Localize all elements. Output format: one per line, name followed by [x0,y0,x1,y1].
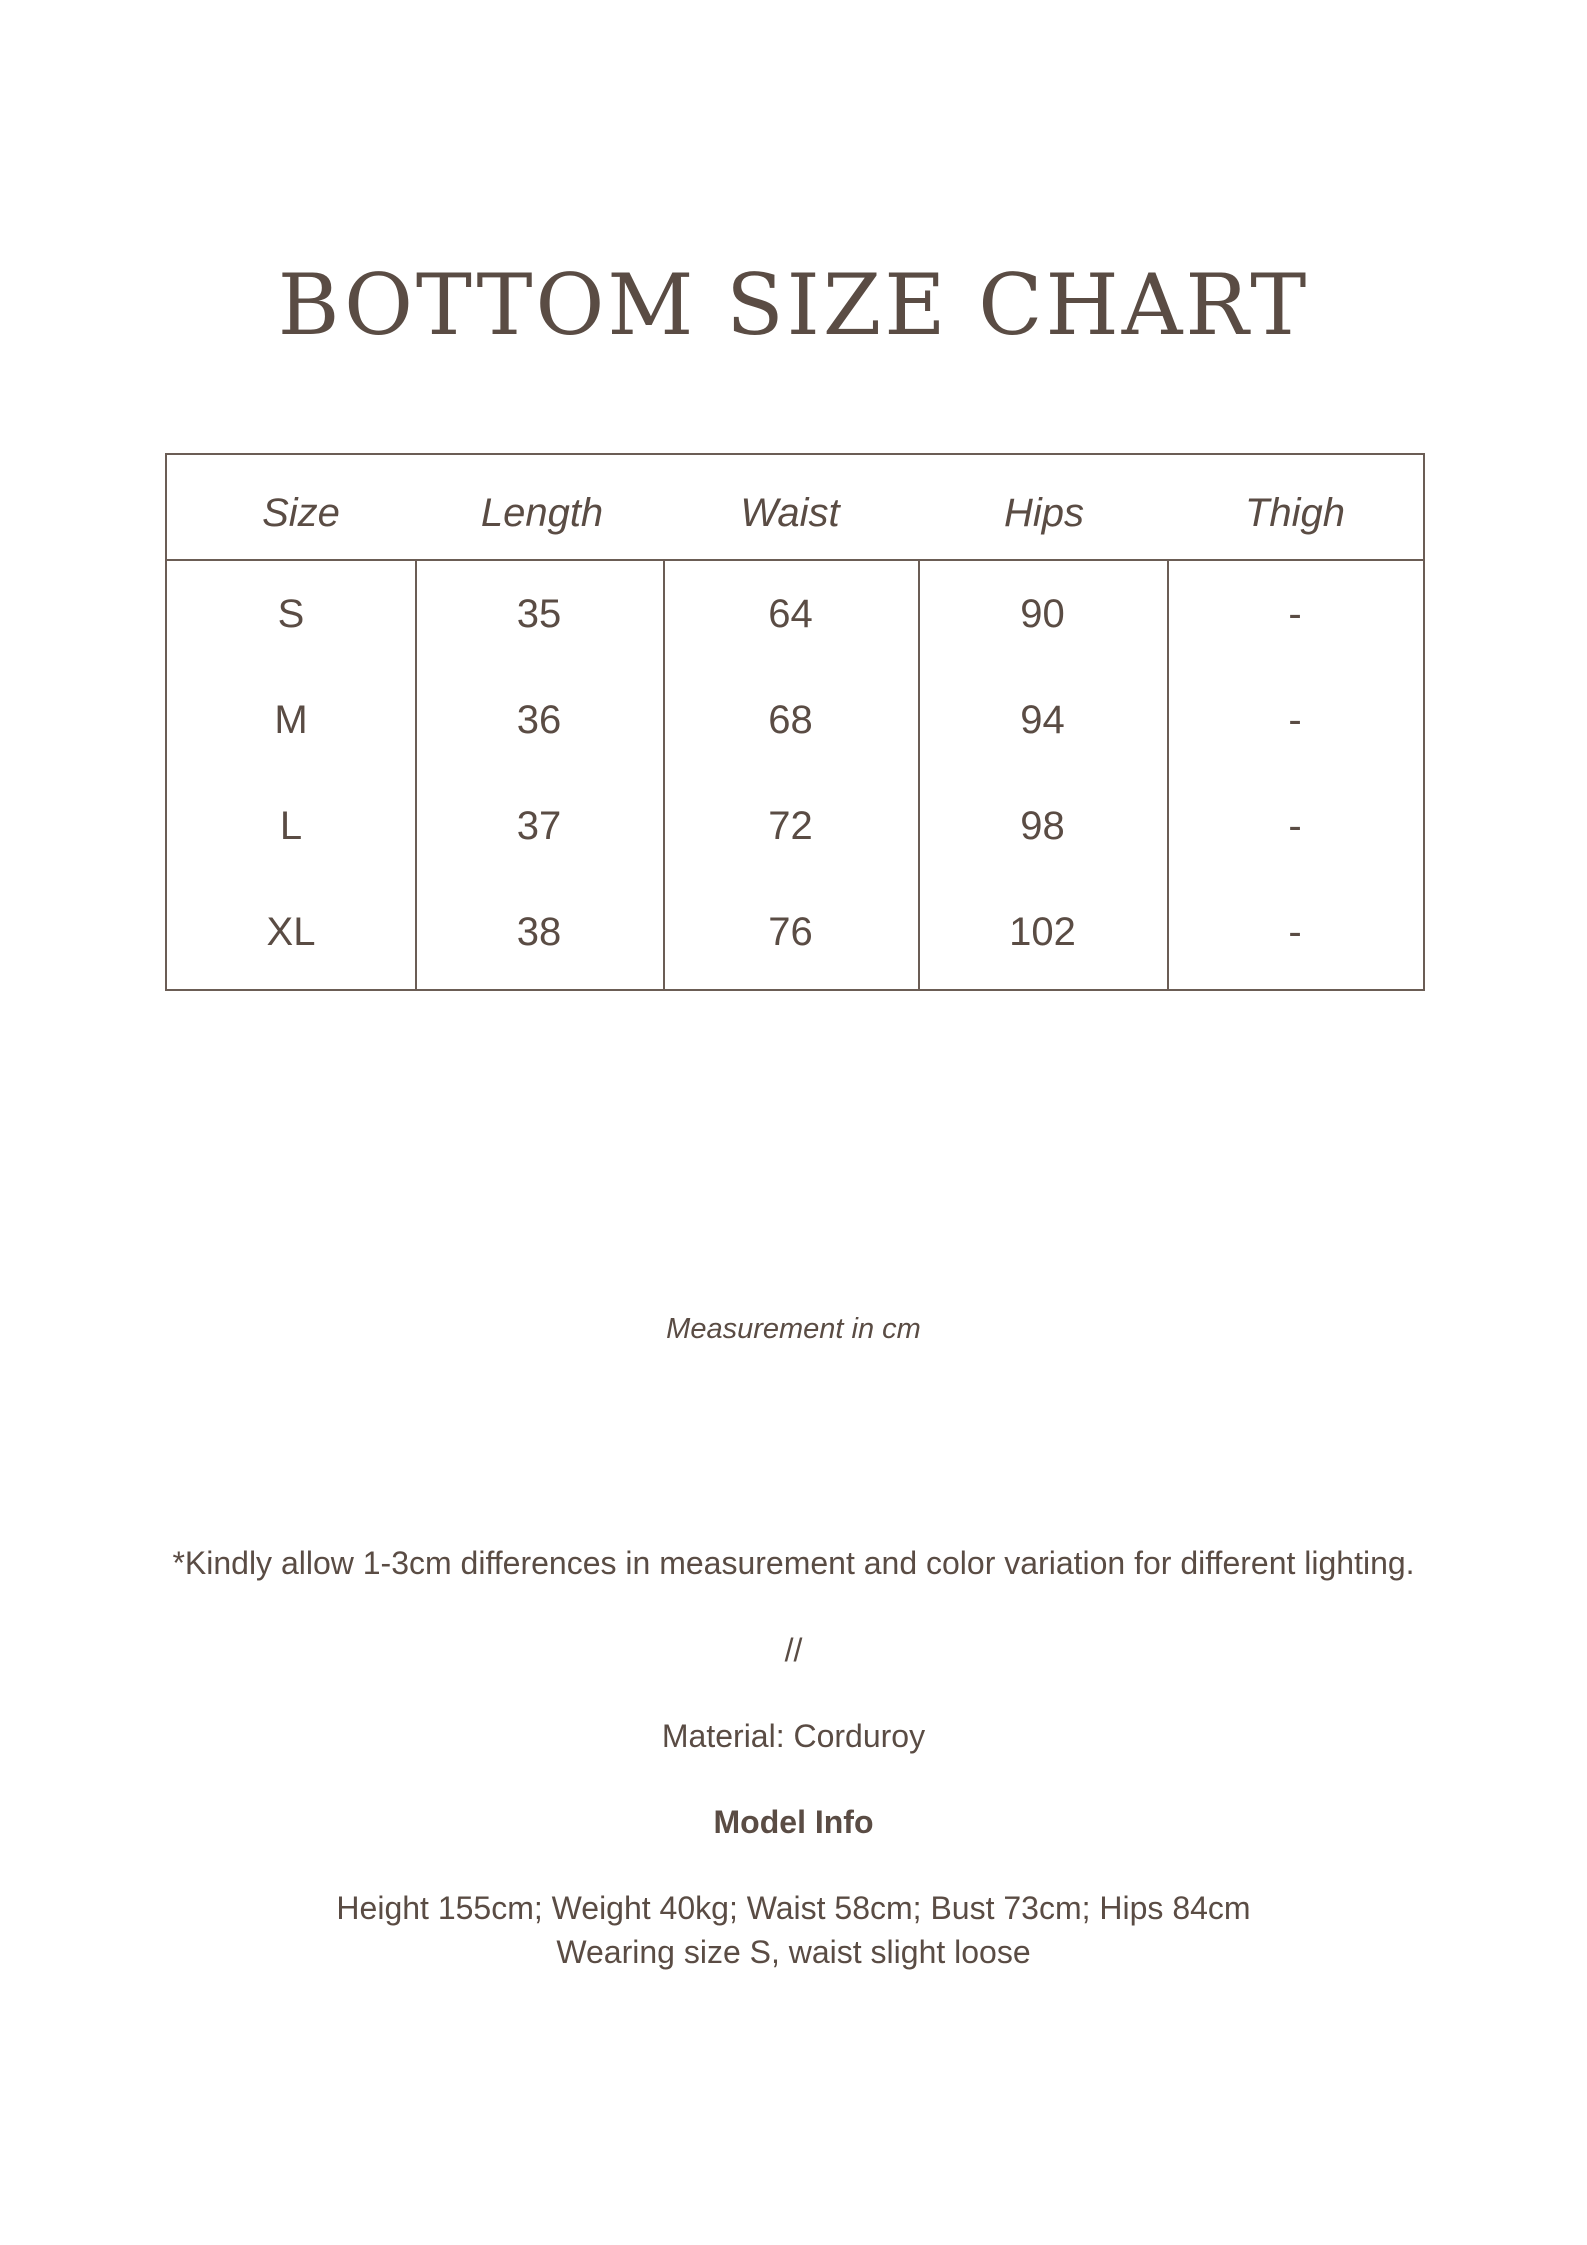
cell-thigh: - [1288,804,1302,848]
header-hips: Hips [1003,491,1085,535]
cell-size: L [279,804,303,848]
cell-length: 36 [516,698,562,742]
header-thigh: Thigh [1244,491,1346,535]
cell-length: 35 [516,592,562,636]
header-waist: Waist [740,491,840,535]
page-title: BOTTOM SIZE CHART [277,256,1310,354]
disclaimer-text: *Kindly allow 1-3cm differences in measurement and color variation for different lighting. [172,1545,1415,1581]
cell-hips: 94 [1020,698,1065,742]
cell-waist: 76 [768,910,813,954]
model-info-heading: Model Info [713,1804,874,1840]
model-stats-text: Height 155cm; Weight 40kg; Waist 58cm; Bust 73cm; Hips 84cm [336,1890,1251,1926]
cell-thigh: - [1288,592,1302,636]
cell-length: 38 [516,910,562,954]
cell-thigh: - [1288,910,1302,954]
separator-text: // [784,1632,803,1668]
header-length: Length [480,491,604,535]
cell-thigh: - [1288,698,1302,742]
cell-hips: 102 [1009,910,1076,954]
cell-waist: 72 [768,804,813,848]
cell-waist: 64 [768,592,813,636]
cell-size: XL [266,910,316,954]
size-table [165,453,1425,991]
cell-hips: 98 [1020,804,1065,848]
cell-length: 37 [516,804,562,848]
model-wearing-text: Wearing size S, waist slight loose [556,1934,1031,1970]
measurement-unit-note: Measurement in cm [666,1313,921,1345]
cell-size: S [277,592,305,636]
cell-hips: 90 [1020,592,1065,636]
cell-waist: 68 [768,698,813,742]
material-text: Material: Corduroy [661,1718,926,1754]
table-header-row [167,455,1423,561]
cell-size: M [274,698,308,742]
header-size: Size [262,491,340,535]
